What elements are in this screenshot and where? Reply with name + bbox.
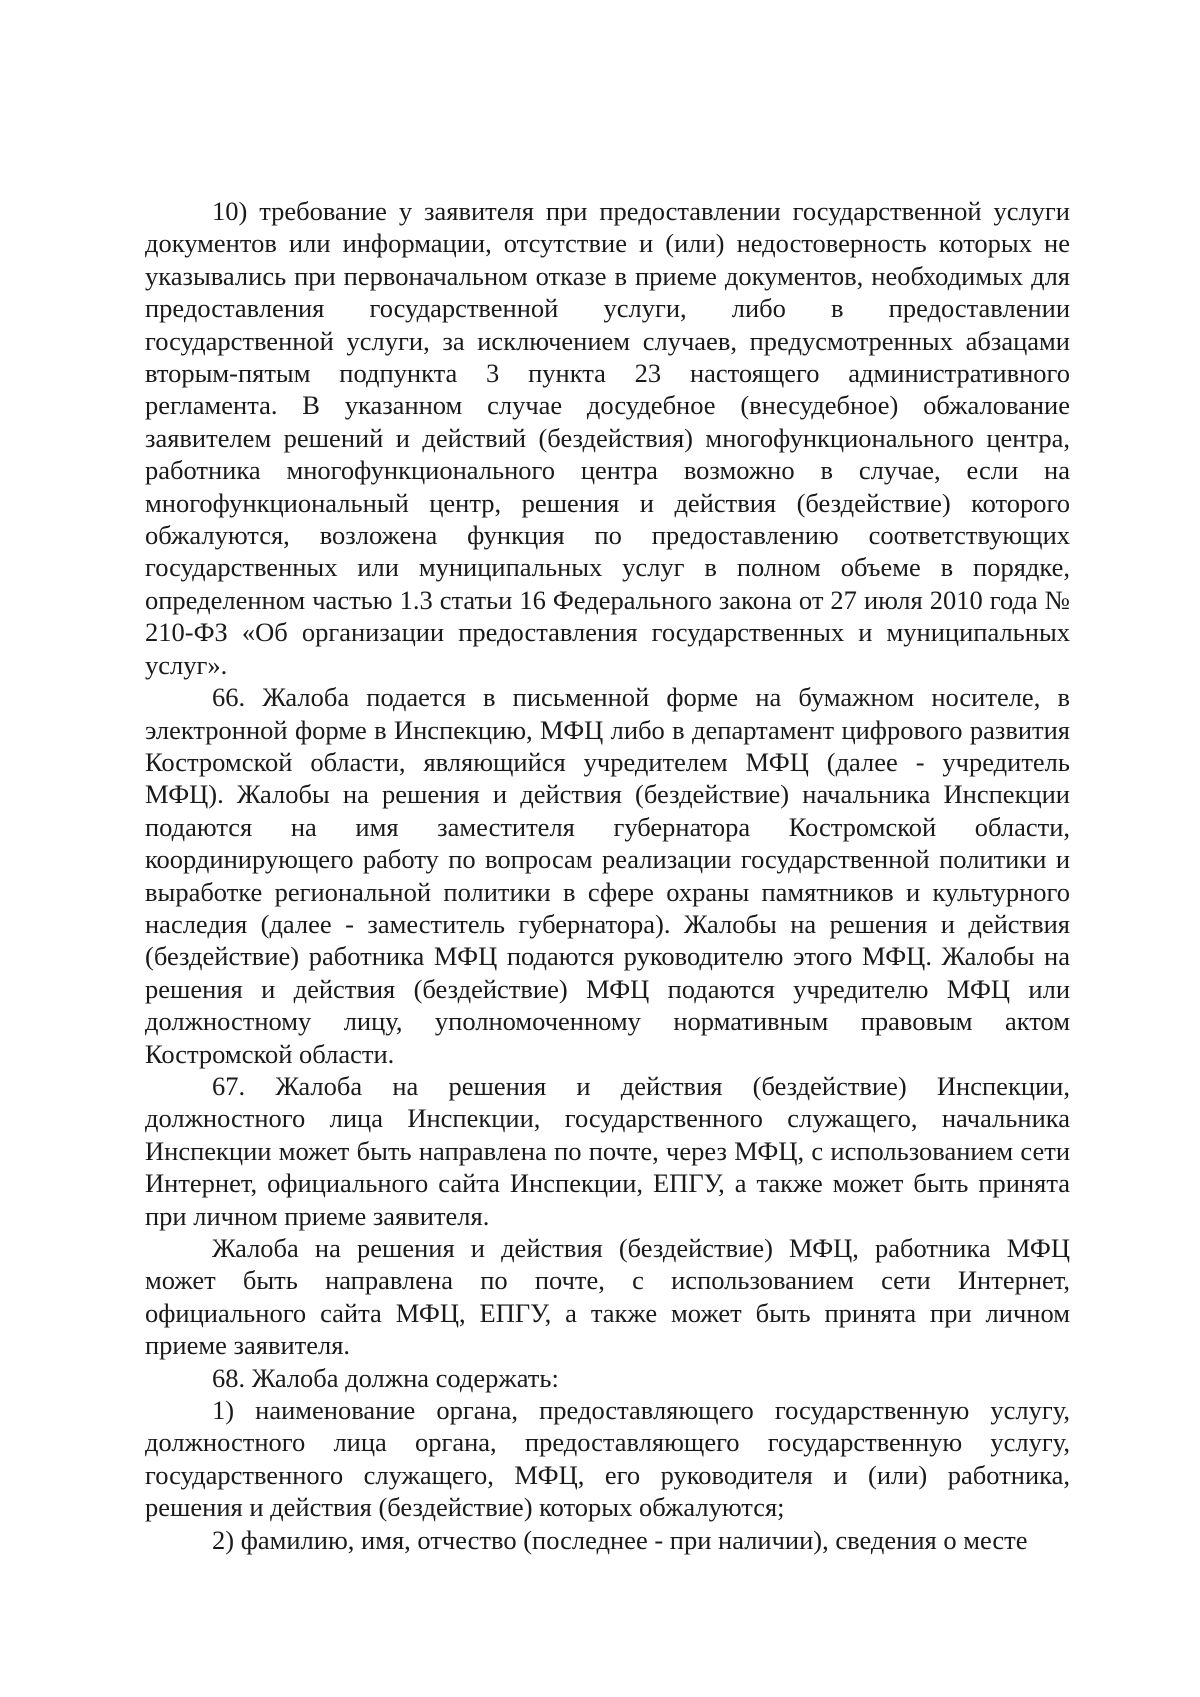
paragraph-68: 68. Жалоба должна содержать: — [212, 1362, 559, 1393]
paragraph-66: 66. Жалоба подается в письменной форме на бумажном носителе, в электронной форме в Инспекцию, МФЦ либо в департамент цифрового развития Костромской области, являющийся учредителем МФЦ (далее - учредитель МФЦ). Жалобы на решения и действия (бездействие) начальника Инспекции подаются на имя заместителя губернатора Костромской области, координирующего работу по вопросам реализации государственной политики и выработке региональной политики в сфере охраны памятников и культурного наследия (далее - заместитель губернатора). Жалобы на решения и действия (бездействие) работника МФЦ подаются руководителю этого МФЦ. Жалобы на решения и действия (бездействие) МФЦ подаются учредителю МФЦ или должностному лицу, уполномоченному нормативным правовым актом Костромской области. — [145, 682, 1070, 1069]
paragraph-67: 67. Жалоба на решения и действия (бездействие) Инспекции, должностного лица Инспекции, государственного служащего, начальника Инспекции может быть направлена по почте, через МФЦ, с использованием сети Интернет, официального сайта Инспекции, ЕПГУ, а также может быть принята при личном приеме заявителя. — [145, 1070, 1070, 1231]
paragraph-item-10: 10) требование у заявителя при предоставлении государственной услуги документов или информации, отсутствие и (или) недостоверность которых не указывались при первоначальном отказе в приеме документов, необходимых для предоставления государственной услуги, либо в предоставлении государственной услуги, за исключением случаев, предусмотренных абзацами вторым-пятым подпункта 3 пункта 23 настоящего административного регламента. В указанном случае досудебное (внесудебное) обжалование заявителем решений и действий (бездействия) многофункционального центра, работника многофункционального центра возможно в случае, если на многофункциональный центр, решения и действия (бездействие) которого обжалуются, возложена функция по предоставлению соответствующих государственных или муниципальных услуг в полном объеме в порядке, определенном частью 1.3 статьи 16 Федерального закона от 27 июля 2010 года № 210-ФЗ «Об организации предоставления государственных и муниципальных услуг». — [145, 196, 1070, 680]
paragraph-68-item-1: 1) наименование органа, предоставляющего государственную услугу, должностного лица органа, предоставляющего государственную услугу, государственного служащего, МФЦ, его руководителя и (или) работника, решения и действия (бездействие) которых обжалуются; — [145, 1395, 1070, 1523]
paragraph-68-item-2: 2) фамилию, имя, отчество (последнее - при наличии), сведения о месте — [212, 1524, 1028, 1555]
document-body — [145, 195, 1070, 1556]
paragraph-67-continued: Жалоба на решения и действия (бездействие) МФЦ, работника МФЦ может быть направлена по почте, с использованием сети Интернет, официального сайта МФЦ, ЕПГУ, а также может быть принята при личном приеме заявителя. — [145, 1233, 1070, 1361]
